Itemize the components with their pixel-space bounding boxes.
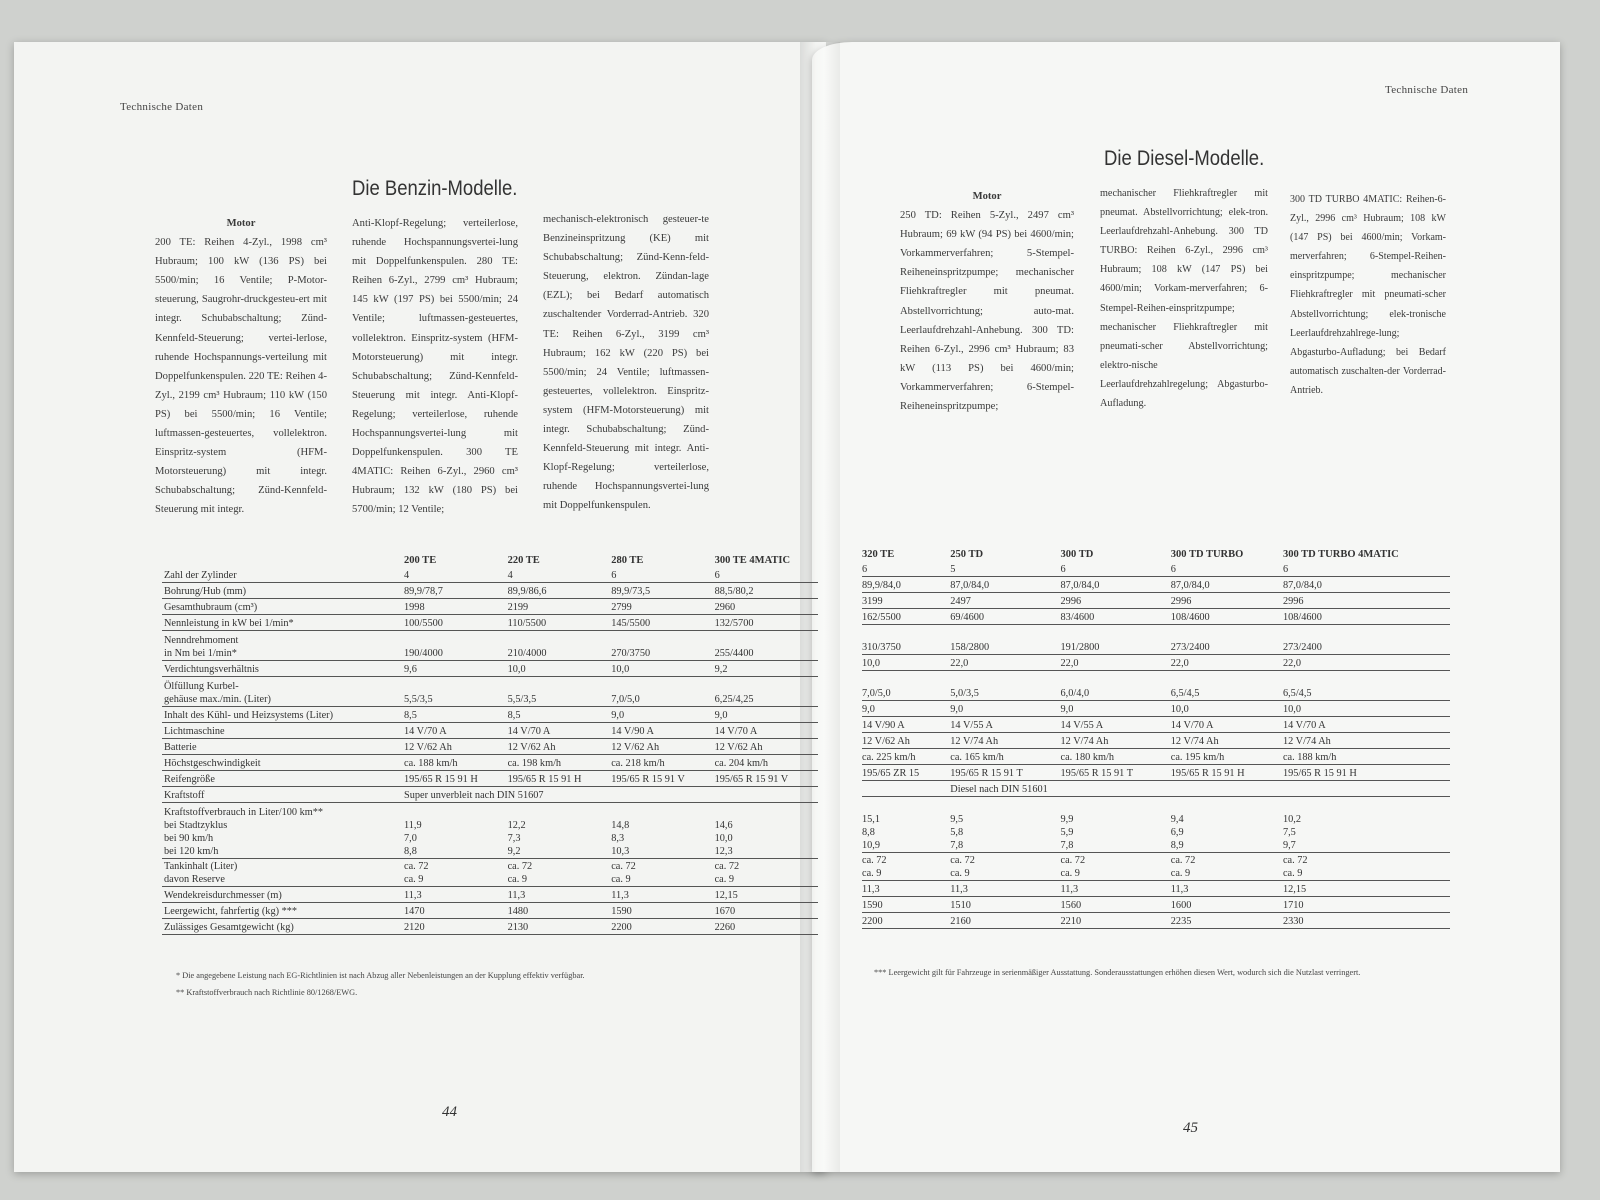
left-table-row <box>162 786 818 802</box>
table-cell: 1710 <box>1283 896 1450 912</box>
left-header-cell: 200 TE <box>404 555 437 566</box>
table-cell: 10,0 <box>1283 700 1450 716</box>
left-motor-col2 <box>352 214 518 520</box>
table-cell: 6 <box>1283 560 1450 576</box>
table-cell: 6 <box>862 560 950 576</box>
table-cell: 6 <box>1061 560 1171 576</box>
table-cell: 2200 <box>611 918 714 934</box>
table-cell: 10,0 <box>1171 700 1283 716</box>
table-cell: 108/4600 <box>1283 608 1450 624</box>
right-header-cell: 320 TE <box>862 549 895 560</box>
row-label: Zahl der Zylinder <box>162 566 404 582</box>
table-cell: 158/2800 <box>950 624 1060 654</box>
right-table-row <box>862 608 1450 624</box>
table-cell: 9,4 6,9 8,9 <box>1171 796 1283 852</box>
row-label: Tankinhalt (Liter) davon Reserve <box>162 858 404 886</box>
left-page-title: Die Benzin-Modelle. <box>352 177 518 200</box>
table-cell: 2199 <box>508 598 612 614</box>
table-cell: ca. 72 ca. 9 <box>611 858 714 886</box>
table-cell: 5,5/3,5 <box>404 676 508 706</box>
right-table-row <box>862 560 1450 576</box>
row-label: Kraftstoffverbrauch in Liter/100 km** bei Stadtzyklus bei 90 km/h bei 120 km/h <box>162 802 404 858</box>
right-header-cell: 300 TD <box>1060 549 1094 560</box>
fuel-value-left: Super unverbleit nach DIN 51607 <box>404 786 818 802</box>
right-table-row <box>862 700 1450 716</box>
table-cell: 2960 <box>715 598 818 614</box>
table-cell: 273/2400 <box>1171 624 1283 654</box>
table-cell: 12,15 <box>715 886 818 902</box>
left-table-row <box>162 722 818 738</box>
right-header-cell: 300 TD TURBO <box>1170 549 1244 560</box>
right-running-head: Technische Daten <box>1385 84 1469 96</box>
table-cell: 9,0 <box>715 706 818 722</box>
left-table-row <box>162 858 818 886</box>
table-cell: 3199 <box>862 592 950 608</box>
row-label: Nenndrehmoment in Nm bei 1/min* <box>162 630 404 660</box>
table-cell: ca. 165 km/h <box>950 748 1060 764</box>
row-label: Zulässiges Gesamtgewicht (kg) <box>162 918 404 934</box>
table-cell: 2160 <box>950 912 1060 928</box>
table-cell: ca. 72 ca. 9 <box>404 858 508 886</box>
table-cell: ca. 198 km/h <box>508 754 612 770</box>
row-label: Nennleistung in kW bei 1/min* <box>162 614 404 630</box>
table-cell: 11,3 <box>404 886 508 902</box>
table-cell: 5 <box>950 560 1060 576</box>
left-header-cell: 300 TE 4MATIC <box>714 555 791 566</box>
fuel-value-right: Diesel nach DIN 51601 <box>950 780 1450 796</box>
table-cell: 7,0/5,0 <box>611 676 714 706</box>
left-table-row <box>162 902 818 918</box>
table-cell: 1600 <box>1171 896 1283 912</box>
table-cell: 9,9 5,9 7,8 <box>1061 796 1171 852</box>
row-label: Inhalt des Kühl- und Heizsystems (Liter) <box>162 706 404 722</box>
row-label: Bohrung/Hub (mm) <box>162 582 404 598</box>
table-cell: 10,0 <box>862 654 950 670</box>
table-cell: ca. 72 ca. 9 <box>715 858 818 886</box>
right-table-row <box>862 576 1450 592</box>
table-cell: 195/65 R 15 91 H <box>404 770 508 786</box>
left-table-header-row <box>162 548 818 566</box>
table-cell: 89,9/78,7 <box>404 582 508 598</box>
table-cell: 132/5700 <box>715 614 818 630</box>
table-cell: 15,1 8,8 10,9 <box>862 796 950 852</box>
table-cell: ca. 188 km/h <box>1283 748 1450 764</box>
table-cell: ca. 204 km/h <box>715 754 818 770</box>
table-cell: 6,0/4,0 <box>1061 670 1171 700</box>
table-cell: 89,9/73,5 <box>611 582 714 598</box>
table-cell: 2330 <box>1283 912 1450 928</box>
left-col2-text: Anti-Klopf-Regelung; verteilerlose, ruhende Hochspannungsvertei-lung mit Doppelfunkenspulen. 280 TE: Reihen 6-Zyl., 2799 cm³ Hubraum; 145 kW (197 PS) bei 5500/min; 24 Ventile; luftmassen-gesteuertes, vollelektron. Einspritz-system (HFM-Motorsteuerung) mit integr. Schubabschaltung; Zünd-Kennfeld-Steuerung mit integr. Anti-Klopf-Regelung; verteilerlose, ruhende Hochspannungsvertei-lung mit Doppelfunkenspulen. 300 TE 4MATIC: Reihen 6-Zyl., 2960 cm³ Hubraum; 132 kW (180 PS) bei 5700/min; 12 Ventile; <box>352 218 518 516</box>
table-cell: ca. 72 ca. 9 <box>1171 852 1283 880</box>
table-cell: ca. 72 ca. 9 <box>862 852 950 880</box>
right-col2-text: mechanischer Fliehkraftregler mit pneumat. Abstellvorrichtung; elek-tron. Leerlaufdrehzahl-Anhebung. 300 TD TURBO: Reihen 6-Zyl., 2996 cm³ Hubraum; 108 kW (147 PS) bei 4600/min; Vorkam-merverfahren; 6-Stempel-Reihen-einspritzpumpe; mechanischer Fliehkraftregler mit pneumati-scher Abstellvorrichtung; elektro-nische Leerlaufdrehzahlregelung; Abgasturbo-Aufladung. <box>1100 188 1268 410</box>
table-cell: ca. 225 km/h <box>862 748 950 764</box>
right-page-number: 45 <box>1183 1120 1198 1136</box>
left-table-row <box>162 566 818 582</box>
table-cell: 190/4000 <box>404 630 508 660</box>
left-table-row <box>162 630 818 660</box>
table-cell: 7,0/5,0 <box>862 670 950 700</box>
table-cell: 10,2 7,5 9,7 <box>1283 796 1450 852</box>
table-cell: 9,0 <box>611 706 714 722</box>
table-cell: 8,5 <box>404 706 508 722</box>
right-table-row <box>862 732 1450 748</box>
table-cell: 11,3 <box>508 886 612 902</box>
table-cell: 195/65 R 15 91 T <box>950 764 1060 780</box>
right-motor-heading: Motor <box>972 191 1002 202</box>
table-cell: 12 V/62 Ah <box>508 738 612 754</box>
table-cell: 22,0 <box>1061 654 1171 670</box>
table-cell: ca. 218 km/h <box>611 754 714 770</box>
table-cell: 2260 <box>715 918 818 934</box>
row-label: Ölfüllung Kurbel- gehäuse max./min. (Liter) <box>162 676 404 706</box>
table-cell: 108/4600 <box>1171 608 1283 624</box>
row-label: Verdichtungsverhältnis <box>162 660 404 676</box>
table-cell: 2996 <box>1061 592 1171 608</box>
table-cell: 2120 <box>404 918 508 934</box>
table-cell: 273/2400 <box>1283 624 1450 654</box>
left-running-head: Technische Daten <box>120 101 204 113</box>
table-cell: 12 V/74 Ah <box>1171 732 1283 748</box>
right-table-row <box>862 852 1450 880</box>
table-cell: 6 <box>1171 560 1283 576</box>
left-table-row <box>162 802 818 858</box>
table-cell: ca. 72 ca. 9 <box>508 858 612 886</box>
right-col1-text: 250 TD: Reihen 5-Zyl., 2497 cm³ Hubraum; 69 kW (94 PS) bei 4600/min; Vorkammerverfahren; 5-Stempel-Reiheneinspritzpumpe; mechanischer Fliehkraftregler mit pneumat. Abstellvorrichtung; auto-mat. Leerlaufdrehzahl-Anhebung. 300 TD: Reihen 6-Zyl., 2996 cm³ Hubraum; 83 kW (113 PS) bei 4600/min; Vorkammerverfahren; 6-Stempel-Reiheneinspritzpumpe; <box>900 210 1074 413</box>
table-cell: 88,5/80,2 <box>715 582 818 598</box>
table-cell: 12 V/74 Ah <box>1061 732 1171 748</box>
left-col1-text: 200 TE: Reihen 4-Zyl., 1998 cm³ Hubraum; 100 kW (136 PS) bei 5500/min; 16 Ventile; P-Motor-steuerung, Saugrohr-druckgesteu-ert mit integr. Schubabschaltung; Zünd-Kennfeld-Steuerung; vertei-lerlose, ruhende Hochspannungs-verteilung mit Doppelfunkenspulen. 220 TE: Reihen 4-Zyl., 2199 cm³ Hubraum; 110 kW (150 PS) bei 5500/min; 16 Ventile; luftmassen-gesteuertes, vollelektron. Einspritz-system (HFM-Motorsteuerung) mit integr. Schubabschaltung; Zünd-Kennfeld-Steuerung mit integr. <box>155 237 327 516</box>
left-table-row <box>162 706 818 722</box>
table-cell: 195/65 R 15 91 V <box>715 770 818 786</box>
row-label: Batterie <box>162 738 404 754</box>
table-cell: 5,5/3,5 <box>508 676 612 706</box>
table-cell: 14,8 8,3 10,3 <box>611 802 714 858</box>
table-cell: 195/65 R 15 91 V <box>611 770 714 786</box>
table-cell: 4 <box>508 566 612 582</box>
right-page-title: Die Diesel-Modelle. <box>1104 147 1265 170</box>
row-label: Höchstgeschwindigkeit <box>162 754 404 770</box>
right-motor-col2 <box>1100 184 1268 413</box>
table-cell: 2200 <box>862 912 950 928</box>
table-cell: 2996 <box>1171 592 1283 608</box>
table-cell: 110/5500 <box>508 614 612 630</box>
left-motor-col1 <box>155 214 327 520</box>
left-table-row <box>162 886 818 902</box>
table-cell: 1590 <box>611 902 714 918</box>
right-table-row <box>862 880 1450 896</box>
table-cell: ca. 180 km/h <box>1061 748 1171 764</box>
table-cell: 87,0/84,0 <box>1061 576 1171 592</box>
table-cell: 145/5500 <box>611 614 714 630</box>
row-label: Reifengröße <box>162 770 404 786</box>
table-cell: 9,0 <box>862 700 950 716</box>
table-cell: 11,3 <box>611 886 714 902</box>
table-cell: 14 V/70 A <box>1283 716 1450 732</box>
table-cell: 1998 <box>404 598 508 614</box>
table-cell: 195/65 R 15 91 H <box>508 770 612 786</box>
table-cell: 87,0/84,0 <box>1171 576 1283 592</box>
table-cell: ca. 195 km/h <box>1171 748 1283 764</box>
table-cell: 255/4400 <box>715 630 818 660</box>
right-motor-col1 <box>900 187 1074 416</box>
right-table-row <box>862 896 1450 912</box>
left-table-row <box>162 598 818 614</box>
right-table-row <box>862 624 1450 654</box>
left-table-row <box>162 582 818 598</box>
table-cell: 9,2 <box>715 660 818 676</box>
right-col3-text: 300 TD TURBO 4MATIC: Reihen-6-Zyl., 2996 cm³ Hubraum; 108 kW (147 PS) bei 4600/min; Vorkam-merverfahren; 6-Stempel-Reihen-einspritzpumpe; mechanischer Fliehkraftregler mit pneumati-scher Abstellvorrichtung; elek-tronische Leerlaufdrehzahlrege-lung; Abgasturbo-Aufladung; bei Bedarf automatisch zuschalten-der Vorderrad-Antrieb. <box>1290 194 1446 396</box>
table-cell: 22,0 <box>1171 654 1283 670</box>
table-cell: 1470 <box>404 902 508 918</box>
table-cell: 14 V/55 A <box>1061 716 1171 732</box>
left-table-row <box>162 660 818 676</box>
table-cell: 6 <box>611 566 714 582</box>
table-cell: 1670 <box>715 902 818 918</box>
right-table-header-row <box>862 542 1450 560</box>
right-motor-col3 <box>1290 190 1446 400</box>
table-cell: 14 V/90 A <box>862 716 950 732</box>
left-header-cell: 220 TE <box>507 555 540 566</box>
table-cell: 14 V/90 A <box>611 722 714 738</box>
table-cell: 14,6 10,0 12,3 <box>715 802 818 858</box>
table-cell: 14 V/70 A <box>1171 716 1283 732</box>
table-cell: 22,0 <box>1283 654 1450 670</box>
table-cell: 9,0 <box>950 700 1060 716</box>
table-cell: ca. 72 ca. 9 <box>950 852 1060 880</box>
table-cell: 1560 <box>1061 896 1171 912</box>
table-cell: 11,9 7,0 8,8 <box>404 802 508 858</box>
table-cell: 89,9/86,6 <box>508 582 612 598</box>
table-cell: 89,9/84,0 <box>862 576 950 592</box>
table-cell: 14 V/70 A <box>508 722 612 738</box>
table-cell: 162/5500 <box>862 608 950 624</box>
table-cell: 11,3 <box>862 880 950 896</box>
table-cell: 1480 <box>508 902 612 918</box>
left-motor-heading: Motor <box>226 218 256 229</box>
right-table-row <box>862 654 1450 670</box>
table-cell: 1510 <box>950 896 1060 912</box>
table-cell: 2799 <box>611 598 714 614</box>
row-label: Wendekreisdurchmesser (m) <box>162 886 404 902</box>
left-table-row <box>162 770 818 786</box>
left-footnote-1: * Die angegebene Leistung nach EG-Richtlinien ist nach Abzug aller Nebenleistungen an der Kupplung effektiv verfügbar. <box>176 971 585 980</box>
right-header-cell: 300 TD TURBO 4MATIC <box>1282 549 1399 560</box>
table-cell: 69/4600 <box>950 608 1060 624</box>
left-table-row <box>162 614 818 630</box>
table-cell-blank <box>862 780 950 796</box>
table-cell: 2235 <box>1171 912 1283 928</box>
right-table-row <box>862 764 1450 780</box>
table-cell: 191/2800 <box>1061 624 1171 654</box>
table-cell: ca. 72 ca. 9 <box>1283 852 1450 880</box>
table-cell: 270/3750 <box>611 630 714 660</box>
row-label: Kraftstoff <box>162 786 404 802</box>
right-table-row <box>862 592 1450 608</box>
right-table-row <box>862 748 1450 764</box>
table-cell: 6,25/4,25 <box>715 676 818 706</box>
left-footnote-2: ** Kraftstoffverbrauch nach Richtlinie 80/1268/EWG. <box>176 988 358 997</box>
table-cell: 2497 <box>950 592 1060 608</box>
left-motor-col3 <box>543 210 709 516</box>
row-label: Leergewicht, fahrfertig (kg) *** <box>162 902 404 918</box>
left-table-row <box>162 676 818 706</box>
table-cell: 83/4600 <box>1061 608 1171 624</box>
table-cell: 2996 <box>1283 592 1450 608</box>
right-table-row <box>862 912 1450 928</box>
table-cell: 2130 <box>508 918 612 934</box>
table-cell: 195/65 R 15 91 H <box>1171 764 1283 780</box>
left-header-cell: 280 TE <box>611 555 644 566</box>
table-cell: 6 <box>715 566 818 582</box>
table-cell: 100/5500 <box>404 614 508 630</box>
left-table-row <box>162 738 818 754</box>
left-table-row <box>162 754 818 770</box>
table-cell: 6,5/4,5 <box>1283 670 1450 700</box>
right-table-row <box>862 780 1450 796</box>
left-table-row <box>162 918 818 934</box>
right-table-row <box>862 716 1450 732</box>
table-cell: 12 V/74 Ah <box>1283 732 1450 748</box>
table-cell: 10,0 <box>611 660 714 676</box>
table-cell: 14 V/55 A <box>950 716 1060 732</box>
table-cell: 12 V/62 Ah <box>715 738 818 754</box>
right-table-row <box>862 796 1450 852</box>
table-cell: 210/4000 <box>508 630 612 660</box>
table-cell: 12,2 7,3 9,2 <box>508 802 612 858</box>
table-cell: 12 V/62 Ah <box>611 738 714 754</box>
row-label: Lichtmaschine <box>162 722 404 738</box>
left-header-blank <box>162 548 404 566</box>
right-footnote: *** Leergewicht gilt für Fahrzeuge in serienmäßiger Ausstattung. Sonderausstattungen erhöhen diesen Wert, wodurch sich die Nutzlast verringert. <box>874 968 1361 977</box>
table-cell: 10,0 <box>508 660 612 676</box>
left-col3-text: mechanisch-elektronisch gesteuer-te Benzineinspritzung (KE) mit Schubabschaltung; Zünd-Kenn-feld-Steuerung, elektron. Zündan-lage (EZL); bei Bedarf automatisch zuschaltender Vorderrad-Antrieb. 320 TE: Reihen 6-Zyl., 3199 cm³ Hubraum; 162 kW (220 PS) bei 5500/min; 24 Ventile; luftmassen-gesteuertes, vollelektron. Einspritz-system (HFM-Motorsteuerung) mit integr. Schubabschaltung; Zünd-Kennfeld-Steuerung mit integr. Anti-Klopf-Regelung; verteilerlose, ruhende Hochspannungsvertei-lung mit Doppelfunkenspulen. <box>543 214 709 512</box>
table-cell: 12 V/74 Ah <box>950 732 1060 748</box>
table-cell: 5,0/3,5 <box>950 670 1060 700</box>
table-cell: 12 V/62 Ah <box>862 732 950 748</box>
table-cell: 4 <box>404 566 508 582</box>
table-cell: 195/65 ZR 15 <box>862 764 950 780</box>
table-cell: 1590 <box>862 896 950 912</box>
right-table-row <box>862 670 1450 700</box>
table-cell: 9,0 <box>1061 700 1171 716</box>
left-spec-table <box>162 548 818 935</box>
table-cell: 22,0 <box>950 654 1060 670</box>
table-cell: 12 V/62 Ah <box>404 738 508 754</box>
table-cell: 195/65 R 15 91 T <box>1061 764 1171 780</box>
table-cell: 11,3 <box>1061 880 1171 896</box>
table-cell: 14 V/70 A <box>715 722 818 738</box>
table-cell: 6,5/4,5 <box>1171 670 1283 700</box>
table-cell: ca. 188 km/h <box>404 754 508 770</box>
table-cell: 12,15 <box>1283 880 1450 896</box>
table-cell: 310/3750 <box>862 624 950 654</box>
table-cell: 11,3 <box>950 880 1060 896</box>
right-spec-table <box>862 542 1450 929</box>
table-cell: 9,6 <box>404 660 508 676</box>
table-cell: 87,0/84,0 <box>1283 576 1450 592</box>
table-cell: 14 V/70 A <box>404 722 508 738</box>
table-cell: 8,5 <box>508 706 612 722</box>
table-cell: 2210 <box>1061 912 1171 928</box>
table-cell: 9,5 5,8 7,8 <box>950 796 1060 852</box>
row-label: Gesamthubraum (cm³) <box>162 598 404 614</box>
table-cell: 195/65 R 15 91 H <box>1283 764 1450 780</box>
left-page-number: 44 <box>442 1104 457 1120</box>
table-cell: ca. 72 ca. 9 <box>1061 852 1171 880</box>
right-header-cell: 250 TD <box>950 549 984 560</box>
table-cell: 11,3 <box>1171 880 1283 896</box>
table-cell: 87,0/84,0 <box>950 576 1060 592</box>
